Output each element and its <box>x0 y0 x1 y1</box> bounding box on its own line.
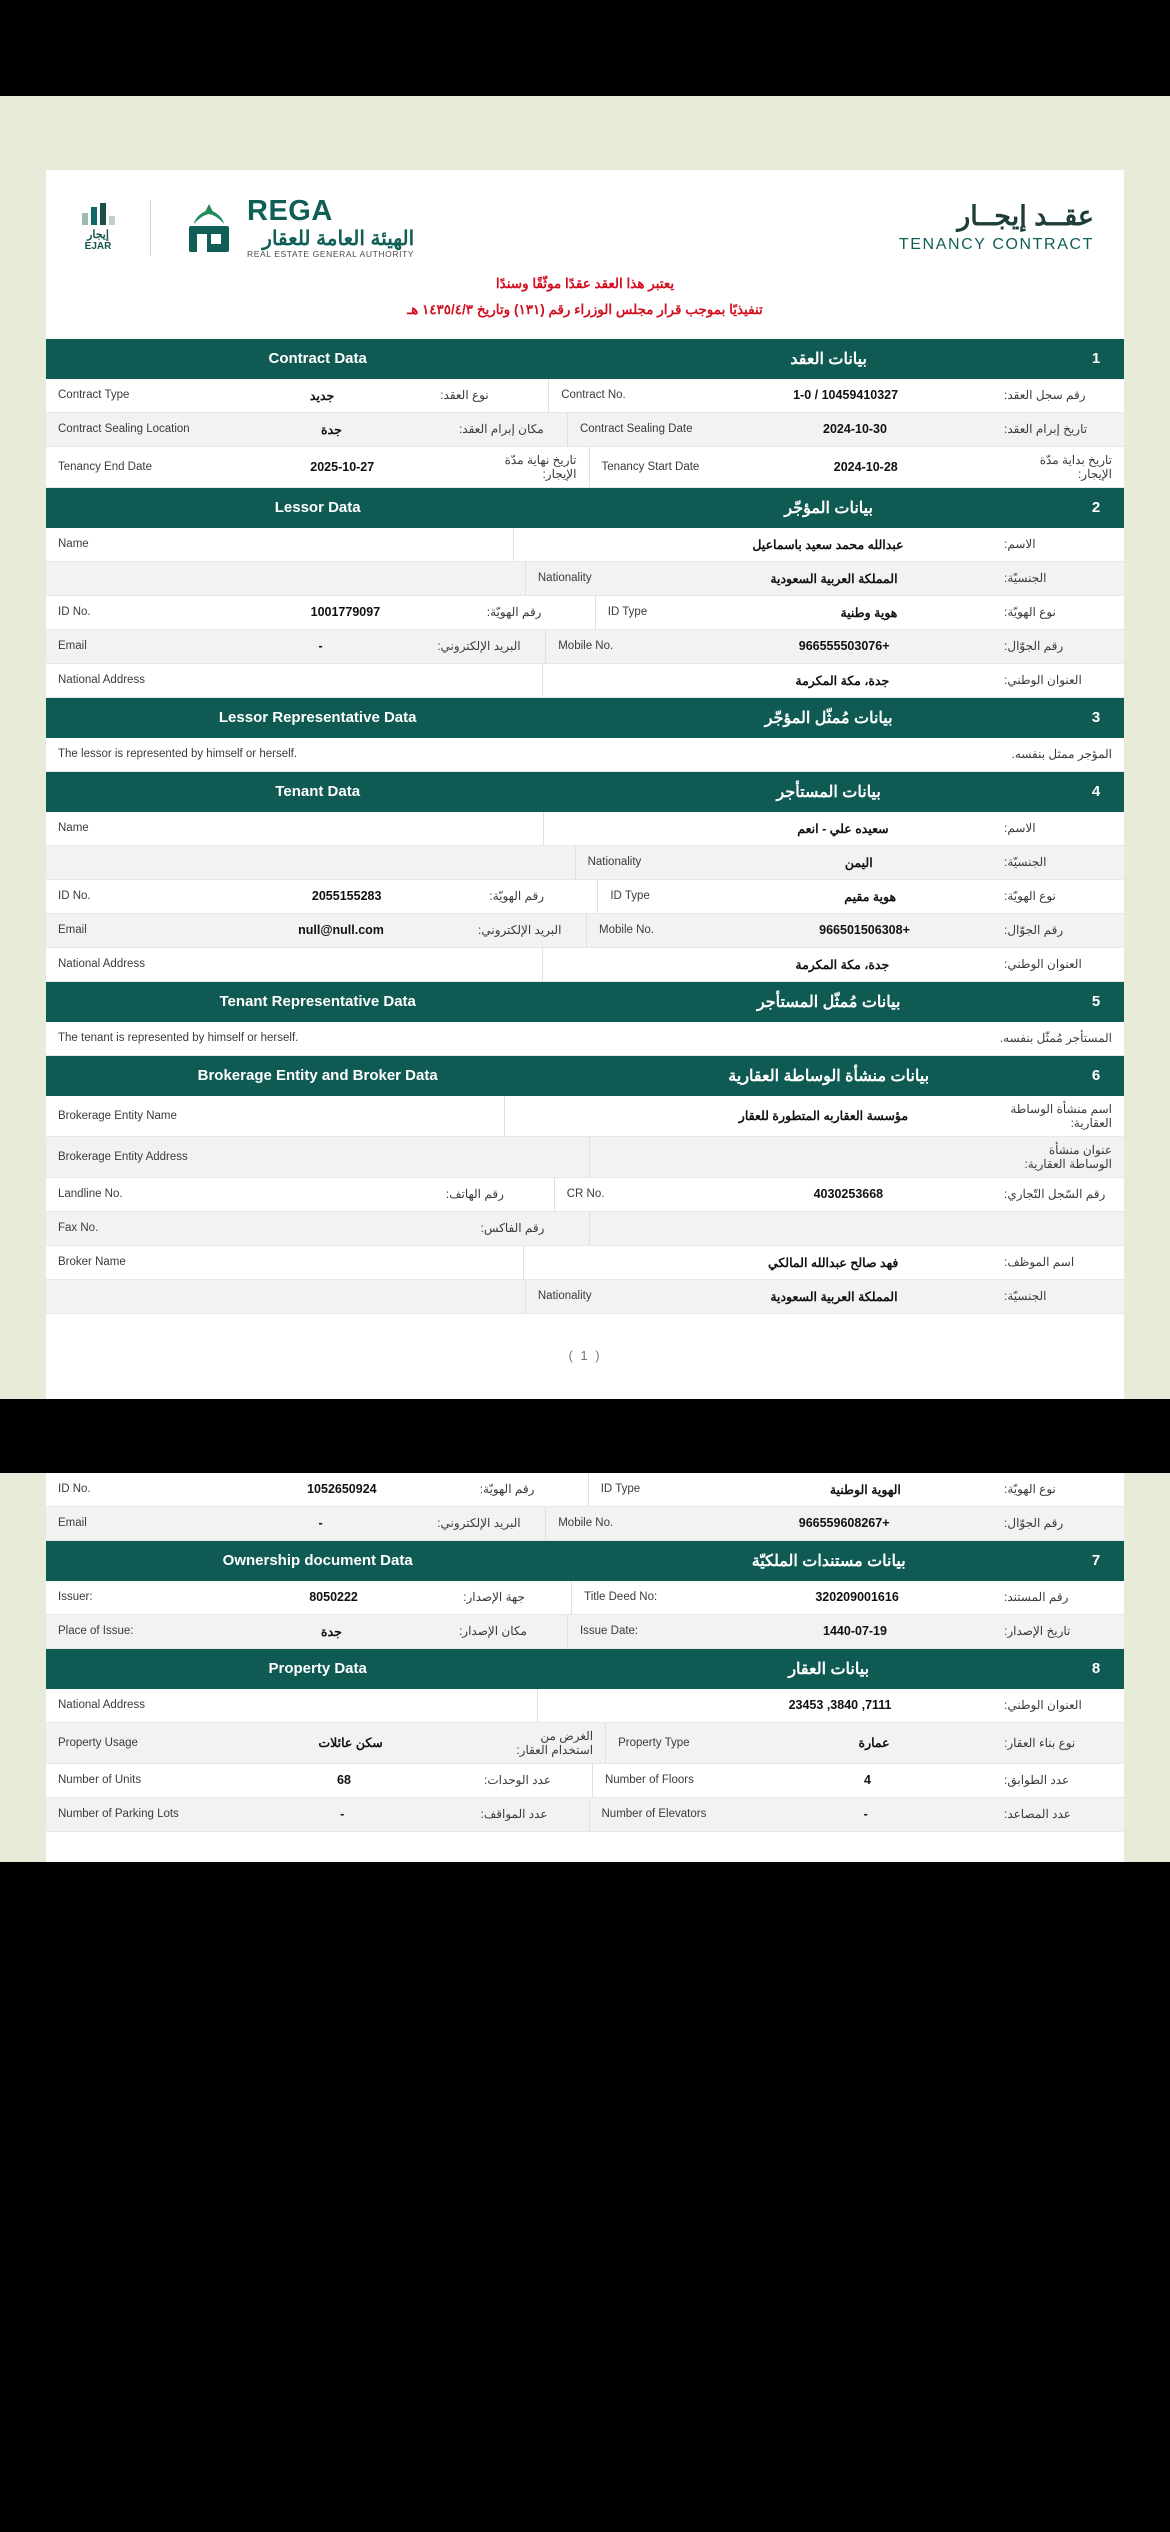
row-label-ar-left: البريد الإلكتروني: <box>437 1516 521 1531</box>
row-label-en-left: Contract Type <box>58 389 130 402</box>
section-number: 8 <box>1091 1660 1101 1678</box>
row-label-en-right: Tenancy Start Date <box>601 460 700 473</box>
table-row <box>46 447 1124 488</box>
row-value-left: null@null.com <box>298 923 384 938</box>
rega-text <box>247 196 414 259</box>
row-label-ar-left: مكان إبرام العقد: <box>458 422 544 437</box>
table-row <box>46 1137 1124 1178</box>
section-body-brokerage-data <box>46 1096 1124 1314</box>
row-label-en-right: Mobile No. <box>558 1517 614 1530</box>
row-label-ar-right: الاسم: <box>1004 821 1036 836</box>
row-label-en-left: ID No. <box>58 890 91 903</box>
row-value-left <box>216 1212 469 1245</box>
row-value-right: المملكة العربية السعودية <box>770 1289 898 1304</box>
row-value-right: جدة، مكة المكرمة <box>795 957 890 972</box>
page-number: ( 1 ) <box>568 1347 602 1363</box>
section-title-ar: بيانات مستندات الملكيّة <box>751 1552 906 1570</box>
section-number: 4 <box>1091 783 1101 801</box>
section-number: 2 <box>1091 499 1101 517</box>
row-value-left <box>216 1689 417 1722</box>
row-label-en-left: ID No. <box>58 1483 91 1496</box>
row-value-right: جدة، مكة المكرمة <box>795 673 890 688</box>
row-label-ar-left: الغرض من استخدام العقار: <box>516 1728 594 1757</box>
row-value-left <box>216 1096 384 1136</box>
row-label-en-left: Email <box>58 924 87 937</box>
row-value-left <box>216 812 423 845</box>
section-header-tenant-representative <box>46 982 1124 1022</box>
row-label-ar-left: عدد الوحدات: <box>483 1773 551 1788</box>
row-label-en-right: Contract Sealing Date <box>579 423 693 436</box>
section-title-ar: بيانات العقد <box>790 350 867 368</box>
section-title-en: Lessor Representative Data <box>218 709 417 727</box>
row-value-right: عمارة <box>858 1736 890 1751</box>
row-label-ar-right: عدد الطوابق: <box>1004 1773 1070 1788</box>
row-label-ar-right: الاسم: <box>1004 537 1036 552</box>
section-title-en: Brokerage Entity and Broker Data <box>197 1067 438 1085</box>
row-label-ar-left: تاريخ نهاية مدّة الإيجار: <box>504 452 577 481</box>
section-header-ownership-document <box>46 1541 1124 1581</box>
section-body-property-data <box>46 1689 1124 1832</box>
section-header-contract-data <box>46 339 1124 379</box>
row-label-en-left <box>46 846 216 879</box>
row-label-ar-right: رقم المستند: <box>1004 1590 1069 1605</box>
row-label-en-right: ID Type <box>600 1483 641 1496</box>
row-label-ar-right: الجنسيّة: <box>1004 571 1047 586</box>
row-label-en-right: Nationality <box>537 1290 592 1303</box>
row-value-right <box>740 1212 993 1245</box>
row-value-left: جدة <box>321 1624 342 1639</box>
row-value-left: سكن عائلات <box>318 1736 383 1751</box>
section-number: 3 <box>1091 709 1101 727</box>
row-label-ar-left <box>417 1689 537 1722</box>
table-row <box>46 1764 1124 1798</box>
document-band-2 <box>0 1473 1170 1862</box>
row-label-ar-left: رقم الفاكس: <box>480 1221 545 1236</box>
rega-name-sub: REAL ESTATE GENERAL AUTHORITY <box>247 248 415 259</box>
section-header-property-data <box>46 1649 1124 1689</box>
row-label-en-left <box>46 562 216 595</box>
title-en: TENANCY CONTRACT <box>898 236 1094 254</box>
row-label-en-right <box>590 1137 740 1177</box>
ejar-logo-text <box>85 229 112 253</box>
row-label-en-right: Property Type <box>618 1736 690 1749</box>
section-header-brokerage-data <box>46 1056 1124 1096</box>
row-value-left: - <box>340 1807 345 1822</box>
section-number: 6 <box>1091 1067 1101 1085</box>
section-header-lessor-data <box>46 488 1124 528</box>
row-value-left <box>216 948 422 981</box>
row-label-en-left: Broker Name <box>58 1256 126 1269</box>
row-label-ar-right: تاريخ بداية مدّة الإيجار: <box>1039 452 1112 481</box>
row-value-left: 1052650924 <box>307 1482 377 1497</box>
row-label-en-right <box>505 1096 655 1136</box>
row-label-en-left: Place of Issue: <box>58 1625 134 1638</box>
row-label-ar-left: رقم الهاتف: <box>445 1187 504 1202</box>
row-value-left: جدة <box>321 422 342 437</box>
section-title-en: Property Data <box>268 1660 367 1678</box>
row-label-ar-left: جهة الإصدار: <box>463 1590 525 1605</box>
row-value-right: فهد صالح عبدالله المالكي <box>767 1255 899 1270</box>
row-label-ar-right: الجنسيّة: <box>1004 855 1047 870</box>
row-label-en-left: ID No. <box>58 606 91 619</box>
section-title-ar: بيانات المؤجّر <box>784 499 873 517</box>
rega-name-ar: الهيئة العامة للعقار <box>262 227 415 250</box>
top-black-band <box>0 0 1170 96</box>
table-row <box>46 1689 1124 1723</box>
table-row <box>46 630 1124 664</box>
section-title-en: Contract Data <box>268 350 367 368</box>
row-value-right: 10459410327 / 1-0 <box>793 388 899 403</box>
row-label-en-right: Title Deed No: <box>584 1591 658 1604</box>
row-label-en-right: Mobile No. <box>558 640 614 653</box>
section-body-tenant-data <box>46 812 1124 982</box>
row-label-en-right: Number of Elevators <box>601 1808 707 1821</box>
table-row <box>46 1473 1124 1507</box>
table-row <box>46 528 1124 562</box>
table-row <box>46 596 1124 630</box>
row-label-ar-right: عنوان منشأة الوساطة العقارية: <box>1024 1142 1112 1171</box>
row-label-ar-right: الجنسيّة: <box>1004 1289 1047 1304</box>
row-label-ar-left: رقم الهويّة: <box>489 889 545 904</box>
row-label-en-left: Name <box>58 822 89 835</box>
row-label-ar-left: نوع العقد: <box>440 388 489 403</box>
row-label-ar-left: البريد الإلكتروني: <box>478 923 562 938</box>
row-label-en-left: Fax No. <box>58 1222 99 1235</box>
page-separator-black <box>0 1399 1170 1473</box>
row-label-ar-right: العنوان الوطني: <box>1004 1698 1082 1713</box>
row-value-right: هوية مقيم <box>844 889 897 904</box>
table-row <box>46 1615 1124 1649</box>
row-label-en-right: CR No. <box>566 1188 605 1201</box>
table-row <box>46 1723 1124 1764</box>
row-label-ar-right: اسم منشأة الوساطة العقارية: <box>1010 1101 1112 1130</box>
doc-top-gap <box>0 96 1170 170</box>
row-value-left <box>216 1178 434 1211</box>
row-value-right: عبدالله محمد سعيد باسماعيل <box>752 537 904 552</box>
row-label-en-right: Nationality <box>537 572 592 585</box>
contract-page-1 <box>46 170 1124 1399</box>
note-en: The tenant is represented by himself or herself. <box>58 1032 299 1045</box>
contract-page-2 <box>46 1473 1124 1862</box>
row-value-left: 2025-10-27 <box>310 459 375 474</box>
row-label-ar-left <box>405 562 525 595</box>
row-label-en-left: Landline No. <box>58 1188 123 1201</box>
row-label-en-left: Email <box>58 1517 87 1530</box>
table-row <box>46 562 1124 596</box>
row-value-right: 320209001616 <box>815 1590 899 1605</box>
row-value-right: 2024-10-30 <box>823 422 887 437</box>
note-ar: المستأجر مُمثّل بنفسه. <box>999 1031 1112 1046</box>
document-header <box>46 170 1124 267</box>
row-label-en-right <box>543 664 693 697</box>
section-title-ar: بيانات المستأجر <box>776 783 881 801</box>
row-label-en-left: Email <box>58 640 87 653</box>
row-value-left <box>216 528 393 561</box>
row-label-ar-right: العنوان الوطني: <box>1004 673 1082 688</box>
row-value-left: 1001779097 <box>310 605 381 620</box>
row-label-en-right: Nationality <box>587 856 642 869</box>
table-row <box>46 914 1124 948</box>
ejar-bars-icon <box>82 203 115 225</box>
row-label-ar-left <box>384 1096 504 1136</box>
ejar-logo-en: EJAR <box>84 241 112 253</box>
table-row <box>46 1212 1124 1246</box>
row-value-right: سعيده علي - انعم <box>797 821 889 836</box>
row-value-right: +966501506308 <box>819 923 910 938</box>
lessor-representative-note <box>46 738 1124 772</box>
row-label-ar-right: رقم الجوّال: <box>1004 639 1064 654</box>
table-row <box>46 812 1124 846</box>
row-label-ar-left: عدد المواقف: <box>480 1807 548 1822</box>
row-label-ar-right: تاريخ الإصدار: <box>1004 1624 1071 1639</box>
section-body-lessor-data <box>46 528 1124 698</box>
section-number: 7 <box>1091 1552 1101 1570</box>
row-label-ar-left <box>422 948 542 981</box>
title-ar: عقــد إيجــار <box>957 201 1094 232</box>
section-header-lessor-representative <box>46 698 1124 738</box>
row-value-right: 2024-10-28 <box>833 459 898 474</box>
logos <box>76 196 414 259</box>
table-row <box>46 1178 1124 1212</box>
row-label-en-left: Issuer: <box>58 1591 93 1604</box>
row-label-ar-right: نوع بناء العقار: <box>1004 1735 1076 1750</box>
row-label-ar-right: رقم السّجل التّجاري: <box>1004 1187 1106 1202</box>
section-title-ar: بيانات منشأة الوساطة العقارية <box>728 1067 930 1085</box>
row-label-en-left: Number of Units <box>58 1774 142 1787</box>
row-value-left: - <box>318 1516 323 1531</box>
row-label-ar-left: رقم الهويّة: <box>486 605 542 620</box>
section-title-en: Ownership document Data <box>222 1552 413 1570</box>
page2-top-rows <box>46 1473 1124 1541</box>
row-label-en-right <box>524 1246 674 1279</box>
table-row <box>46 1096 1124 1137</box>
row-value-right: الهوية الوطنية <box>829 1482 901 1497</box>
row-label-en-left: Name <box>58 538 89 551</box>
document-band-1 <box>0 96 1170 1399</box>
row-label-ar-left: رقم الهويّة: <box>479 1482 535 1497</box>
row-value-left <box>216 1246 403 1279</box>
row-label-en-right <box>538 1689 688 1722</box>
section-body-ownership-document <box>46 1581 1124 1649</box>
row-label-ar-right: رقم الجوّال: <box>1004 923 1064 938</box>
row-label-ar-left <box>422 664 542 697</box>
row-label-en-left: National Address <box>58 674 145 687</box>
rega-name-en: REGA <box>247 195 333 227</box>
section-title-en: Tenant Data <box>275 783 361 801</box>
row-value-left <box>216 846 455 879</box>
row-label-en-right: Number of Floors <box>604 1774 694 1787</box>
table-row <box>46 1246 1124 1280</box>
row-value-right: المملكة العربية السعودية <box>770 571 898 586</box>
row-value-right: 7111, 3840, 23453 <box>788 1698 892 1713</box>
note-ar: المؤجر ممثل بنفسه. <box>1011 747 1112 762</box>
row-label-ar-left <box>423 812 543 845</box>
row-value-right: 4030253668 <box>813 1187 884 1202</box>
row-label-en-left: Brokerage Entity Name <box>58 1109 177 1122</box>
section-title-ar: بيانات مُمثّل المستأجر <box>756 993 901 1011</box>
row-value-right: +966555503076 <box>798 639 890 654</box>
row-label-en-right: Mobile No. <box>599 924 654 937</box>
document-title <box>899 201 1094 254</box>
row-label-en-right: Issue Date: <box>579 1625 639 1638</box>
table-row <box>46 379 1124 413</box>
row-label-en-right <box>543 948 693 981</box>
row-label-en-left: Contract Sealing Location <box>58 423 190 436</box>
row-label-ar-right: نوع الهويّة: <box>1004 1482 1056 1497</box>
row-label-en-left: National Address <box>58 958 145 971</box>
row-label-ar-right: نوع الهويّة: <box>1004 889 1056 904</box>
row-value-left <box>216 664 422 697</box>
row-label-ar-left <box>469 1137 589 1177</box>
row-value-left <box>216 1280 405 1313</box>
row-value-right <box>740 1137 993 1177</box>
table-row <box>46 664 1124 698</box>
tenant-representative-note <box>46 1022 1124 1056</box>
row-label-ar-right: نوع الهويّة: <box>1004 605 1056 620</box>
row-value-right: هوية وطنية <box>840 605 898 620</box>
ejar-logo-ar: إيجار <box>87 228 109 241</box>
row-value-right: 1440-07-19 <box>823 1624 887 1639</box>
row-label-en-left: National Address <box>58 1699 145 1712</box>
table-row <box>46 948 1124 982</box>
row-label-en-left <box>46 1280 216 1313</box>
row-value-right: مؤسسة العقاربه المتطورة للعقار <box>738 1109 909 1124</box>
rega-palm-icon <box>181 200 237 256</box>
table-row <box>46 846 1124 880</box>
row-label-en-left: Number of Parking Lots <box>58 1808 179 1821</box>
row-label-ar-right: رقم الجوّال: <box>1004 1516 1064 1531</box>
row-label-en-right <box>544 812 694 845</box>
row-label-ar-left: البريد الإلكتروني: <box>437 639 521 654</box>
row-value-left: 68 <box>337 1773 351 1788</box>
row-label-ar-right: عدد المصاعد: <box>1004 1807 1071 1822</box>
notice-line-2: تنفيذيًا بموجب قرار مجلس الوزراء رقم (١٣١) وتاريخ ١٤٣٥/٤/٣ هـ <box>407 301 763 317</box>
row-value-right: 4 <box>864 1773 871 1788</box>
row-label-en-left: Property Usage <box>58 1736 138 1749</box>
section-number: 1 <box>1091 350 1101 368</box>
section-title-en: Lessor Data <box>274 499 361 517</box>
ejar-logo <box>76 197 120 259</box>
row-label-ar-right: تاريخ إبرام العقد: <box>1004 422 1088 437</box>
row-value-left: جديد <box>309 388 335 403</box>
row-label-en-left: Tenancy End Date <box>58 460 152 473</box>
section-title-en: Tenant Representative Data <box>219 993 416 1011</box>
rega-logo <box>181 196 414 259</box>
row-value-left <box>216 562 405 595</box>
table-row <box>46 413 1124 447</box>
row-label-ar-right: رقم سجل العقد: <box>1004 388 1086 403</box>
section-body-contract-data <box>46 379 1124 488</box>
row-label-ar-left: مكان الإصدار: <box>458 1624 527 1639</box>
section-number: 5 <box>1091 993 1101 1011</box>
row-label-en-right: Contract No. <box>561 389 626 402</box>
row-value-right: +966559608267 <box>798 1516 890 1531</box>
row-value-left: 8050222 <box>309 1590 358 1605</box>
legal-notice <box>46 267 1124 338</box>
row-label-ar-left <box>455 846 575 879</box>
logo-divider <box>150 200 151 256</box>
row-label-ar-right: العنوان الوطني: <box>1004 957 1082 972</box>
row-label-en-right <box>514 528 664 561</box>
row-value-left: - <box>318 639 323 654</box>
row-label-en-right <box>590 1212 740 1245</box>
row-label-en-right: ID Type <box>607 606 648 619</box>
section-title-ar: بيانات العقار <box>788 1660 870 1678</box>
row-value-right: اليمن <box>844 855 873 870</box>
row-label-ar-right: اسم الموظف: <box>1004 1255 1075 1270</box>
section-header-tenant-data <box>46 772 1124 812</box>
table-row <box>46 1581 1124 1615</box>
row-label-ar-left <box>393 528 513 561</box>
table-row <box>46 1798 1124 1832</box>
notice-line-1: يعتبر هذا العقد عقدًا موثّقًا وسندًا <box>495 276 675 292</box>
row-label-ar-left <box>405 1280 525 1313</box>
row-label-en-right: ID Type <box>610 890 650 903</box>
table-row <box>46 1280 1124 1314</box>
table-row <box>46 880 1124 914</box>
row-label-ar-left <box>403 1246 523 1279</box>
row-label-ar-right <box>992 1212 1124 1245</box>
row-value-right: - <box>863 1807 868 1822</box>
section-title-ar: بيانات مُمثّل المؤجّر <box>764 709 893 727</box>
row-value-left <box>216 1137 469 1177</box>
row-value-left: 2055155283 <box>311 889 382 904</box>
note-en: The lessor is represented by himself or herself. <box>58 748 298 761</box>
table-row <box>46 1507 1124 1541</box>
row-label-en-left: Brokerage Entity Address <box>58 1150 188 1163</box>
